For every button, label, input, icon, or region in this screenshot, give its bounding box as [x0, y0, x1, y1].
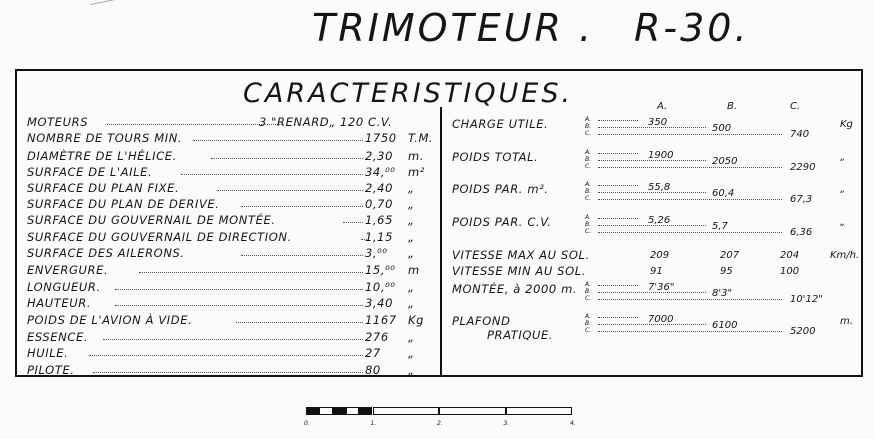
leader-dots [598, 167, 782, 168]
row-value: 10,⁰⁰ [365, 280, 396, 294]
leader-dots [217, 190, 363, 191]
left-row [27, 296, 437, 310]
row-value: 0,70 [365, 197, 394, 211]
row-label: SURFACE DES AILERONS. [27, 246, 185, 260]
value-c: 10'12" [790, 294, 823, 305]
value-a: 55,8 [648, 182, 671, 193]
row-unit: „ [408, 246, 415, 260]
leader-dots [598, 232, 782, 233]
leader-dots [343, 222, 363, 223]
leader-dots [107, 124, 282, 125]
scale-tick-label: 2. [437, 420, 443, 427]
row-value: 80 [365, 363, 381, 377]
leader-dots [598, 292, 706, 293]
row-value: 2,40 [365, 181, 394, 195]
row-label: SURFACE DU GOUVERNAIL DE DIRECTION. [27, 230, 292, 244]
row-unit: „ [840, 152, 846, 163]
right-row-label: POIDS PAR. C.V. [452, 215, 552, 229]
left-row [27, 263, 437, 277]
left-row [27, 313, 437, 327]
sub-letter: C. [585, 228, 592, 235]
leader-dots [598, 192, 706, 193]
leader-dots [598, 153, 638, 154]
scale-tick-label: 1. [370, 420, 377, 427]
sub-letter: A. [585, 313, 592, 320]
value-b: 95 [720, 266, 733, 277]
leader-dots [241, 206, 363, 207]
value-b: 6100 [712, 320, 738, 331]
row-label: DIAMÈTRE DE L'HÉLICE. [27, 149, 177, 163]
left-row [27, 346, 437, 360]
row-value: 34,⁰⁰ [365, 165, 396, 179]
right-row-label: POIDS PAR. m². [452, 182, 549, 196]
left-row [27, 246, 437, 260]
row-value: 27 [365, 346, 381, 360]
left-row [27, 115, 437, 129]
leader-dots [598, 324, 706, 325]
left-row [27, 363, 437, 377]
value-c: 2290 [790, 162, 816, 173]
section-heading: CARACTERISTIQUES. [243, 78, 574, 109]
value-a: 209 [650, 250, 670, 261]
sub-letter: C. [585, 195, 592, 202]
leader-dots [193, 140, 363, 141]
row-unit: „ [408, 346, 415, 360]
row-value: 1750 [365, 131, 397, 145]
row-unit: „ [408, 213, 415, 227]
row-label: HUILE. [27, 346, 69, 360]
scale-segment [439, 407, 506, 415]
row-unit: „ [408, 296, 415, 310]
leader-dots [598, 134, 782, 135]
row-label: LONGUEUR. [27, 280, 101, 294]
sub-letter: C. [585, 295, 592, 302]
leader-dots [598, 120, 638, 121]
leader-dots [236, 322, 363, 323]
left-row [27, 213, 437, 227]
right-row-label: CHARGE UTILE. [452, 117, 549, 131]
row-value: 1167 [365, 313, 397, 327]
leader-dots [598, 331, 782, 332]
row-label: SURFACE DU PLAN DE DERIVE. [27, 197, 220, 211]
scale-segment [359, 407, 372, 415]
scale-tick-label: 0. [304, 420, 310, 427]
sub-letter: B. [585, 221, 592, 228]
sub-letter: A. [585, 116, 592, 123]
scale-tick-label: 3. [503, 420, 510, 427]
sub-letter: A. [585, 181, 592, 188]
row-label: SURFACE DE L'AILE. [27, 165, 153, 179]
value-b: 500 [712, 123, 732, 134]
right-row-label: VITESSE MIN AU SOL. [452, 264, 586, 278]
right-row-label: MONTÉE, à 2000 m. [452, 282, 578, 296]
leader-dots [211, 158, 363, 159]
row-unit: Kg [840, 119, 853, 130]
leader-dots [139, 272, 363, 273]
value-b: 60,4 [712, 188, 735, 199]
value-c: 6,36 [790, 227, 813, 238]
row-label: PILOTE. [27, 363, 75, 377]
sub-letter: C. [585, 130, 592, 137]
row-value: 1,15 [365, 230, 394, 244]
leader-dots [103, 339, 363, 340]
row-unit: „ [408, 280, 415, 294]
row-label: HAUTEUR. [27, 296, 92, 310]
scale-segment [306, 407, 319, 415]
value-c: 67,3 [790, 194, 813, 205]
scale-segment [333, 407, 346, 415]
row-unit: „ [408, 230, 415, 244]
sub-letter: A. [585, 281, 592, 288]
row-unit: „ [408, 330, 415, 344]
row-value: 2,30 [365, 149, 394, 163]
leader-dots [598, 299, 782, 300]
left-row [27, 181, 437, 195]
value-c: 740 [790, 129, 810, 140]
scale-segment [373, 407, 440, 415]
right-row-label: POIDS TOTAL. [452, 150, 539, 164]
sub-letter: B. [585, 188, 592, 195]
sub-letter: B. [585, 156, 592, 163]
leader-dots [598, 160, 706, 161]
sub-letter: C. [585, 327, 592, 334]
row-label: SURFACE DU GOUVERNAIL DE MONTÉE. [27, 213, 276, 227]
value-c: 204 [780, 250, 800, 261]
left-row [27, 149, 437, 163]
leader-dots [598, 199, 782, 200]
title-name: TRIMOTEUR . [312, 6, 595, 50]
left-row [27, 165, 437, 179]
row-label: MOTEURS [27, 115, 89, 129]
leader-dots [598, 127, 706, 128]
value-a: 5,26 [648, 215, 671, 226]
row-value: 3,⁰⁰ [365, 246, 388, 260]
sub-letter: A. [585, 214, 592, 221]
leader-dots [181, 174, 363, 175]
leader-dots [598, 285, 638, 286]
right-row-label: VITESSE MAX AU SOL. [452, 248, 590, 262]
scale-bar [304, 407, 576, 427]
title-model: R-30. [634, 6, 750, 50]
column-header: C. [790, 101, 801, 112]
value-b: 8'3" [712, 288, 733, 299]
row-unit: „ [408, 181, 415, 195]
sub-letter: B. [585, 123, 592, 130]
value-a: 7000 [648, 314, 674, 325]
sub-letter: C. [585, 163, 592, 170]
row-value: 1,65 [365, 213, 394, 227]
row-label: NOMBRE DE TOURS MIN. [27, 131, 183, 145]
value-b: 5,7 [712, 221, 728, 232]
row-unit: m [408, 263, 420, 277]
row-unit: Kg [408, 313, 425, 327]
row-label: POIDS DE L'AVION À VIDE. [27, 313, 193, 327]
right-row-label2: PRATIQUE. [487, 328, 554, 342]
row-value: 3,40 [365, 296, 394, 310]
leader-dots [115, 289, 363, 290]
row-value: 15,⁰⁰ [365, 263, 396, 277]
leader-dots [241, 255, 363, 256]
row-unit: m. [840, 316, 853, 327]
row-unit: m. [408, 149, 425, 163]
row-label: ESSENCE. [27, 330, 89, 344]
row-unit: „ [408, 363, 415, 377]
row-unit: Km/h. [830, 250, 860, 261]
leader-dots [598, 218, 638, 219]
sub-letter: A. [585, 149, 592, 156]
leader-dots [93, 372, 363, 373]
scale-segment [506, 407, 573, 415]
column-header: B. [727, 101, 738, 112]
row-unit: „ [840, 217, 846, 228]
leader-dots [115, 305, 363, 306]
left-row [27, 280, 437, 294]
left-row [27, 197, 437, 211]
value-c: 100 [780, 266, 800, 277]
value-b: 2050 [712, 156, 738, 167]
sub-letter: B. [585, 288, 592, 295]
value-a: 350 [648, 117, 668, 128]
column-divider [440, 107, 442, 377]
right-row-label: PLAFOND [452, 314, 511, 328]
left-row [27, 131, 437, 145]
value-a: 91 [650, 266, 663, 277]
row-value: 276 [365, 330, 389, 344]
leader-dots [598, 225, 706, 226]
column-header: A. [657, 101, 668, 112]
left-row [27, 330, 437, 344]
leader-dots [89, 355, 363, 356]
row-value: 3 "RENARD„ 120 C.V. [259, 115, 393, 129]
leader-dots [598, 185, 638, 186]
row-unit: „ [840, 184, 846, 195]
value-c: 5200 [790, 326, 816, 337]
row-unit: „ [408, 197, 415, 211]
row-label: SURFACE DU PLAN FIXE. [27, 181, 180, 195]
pencil-stroke [90, 0, 129, 5]
sub-letter: B. [585, 320, 592, 327]
row-label: ENVERGURE. [27, 263, 109, 277]
leader-dots [598, 317, 638, 318]
left-row [27, 230, 437, 244]
value-b: 207 [720, 250, 740, 261]
value-a: 7'36" [648, 282, 675, 293]
scale-segment [319, 407, 332, 415]
row-unit: T.M. [408, 131, 434, 145]
scale-tick-label: 4. [570, 420, 576, 427]
row-unit: m² [408, 165, 426, 179]
scale-segment [346, 407, 359, 415]
value-a: 1900 [648, 150, 674, 161]
